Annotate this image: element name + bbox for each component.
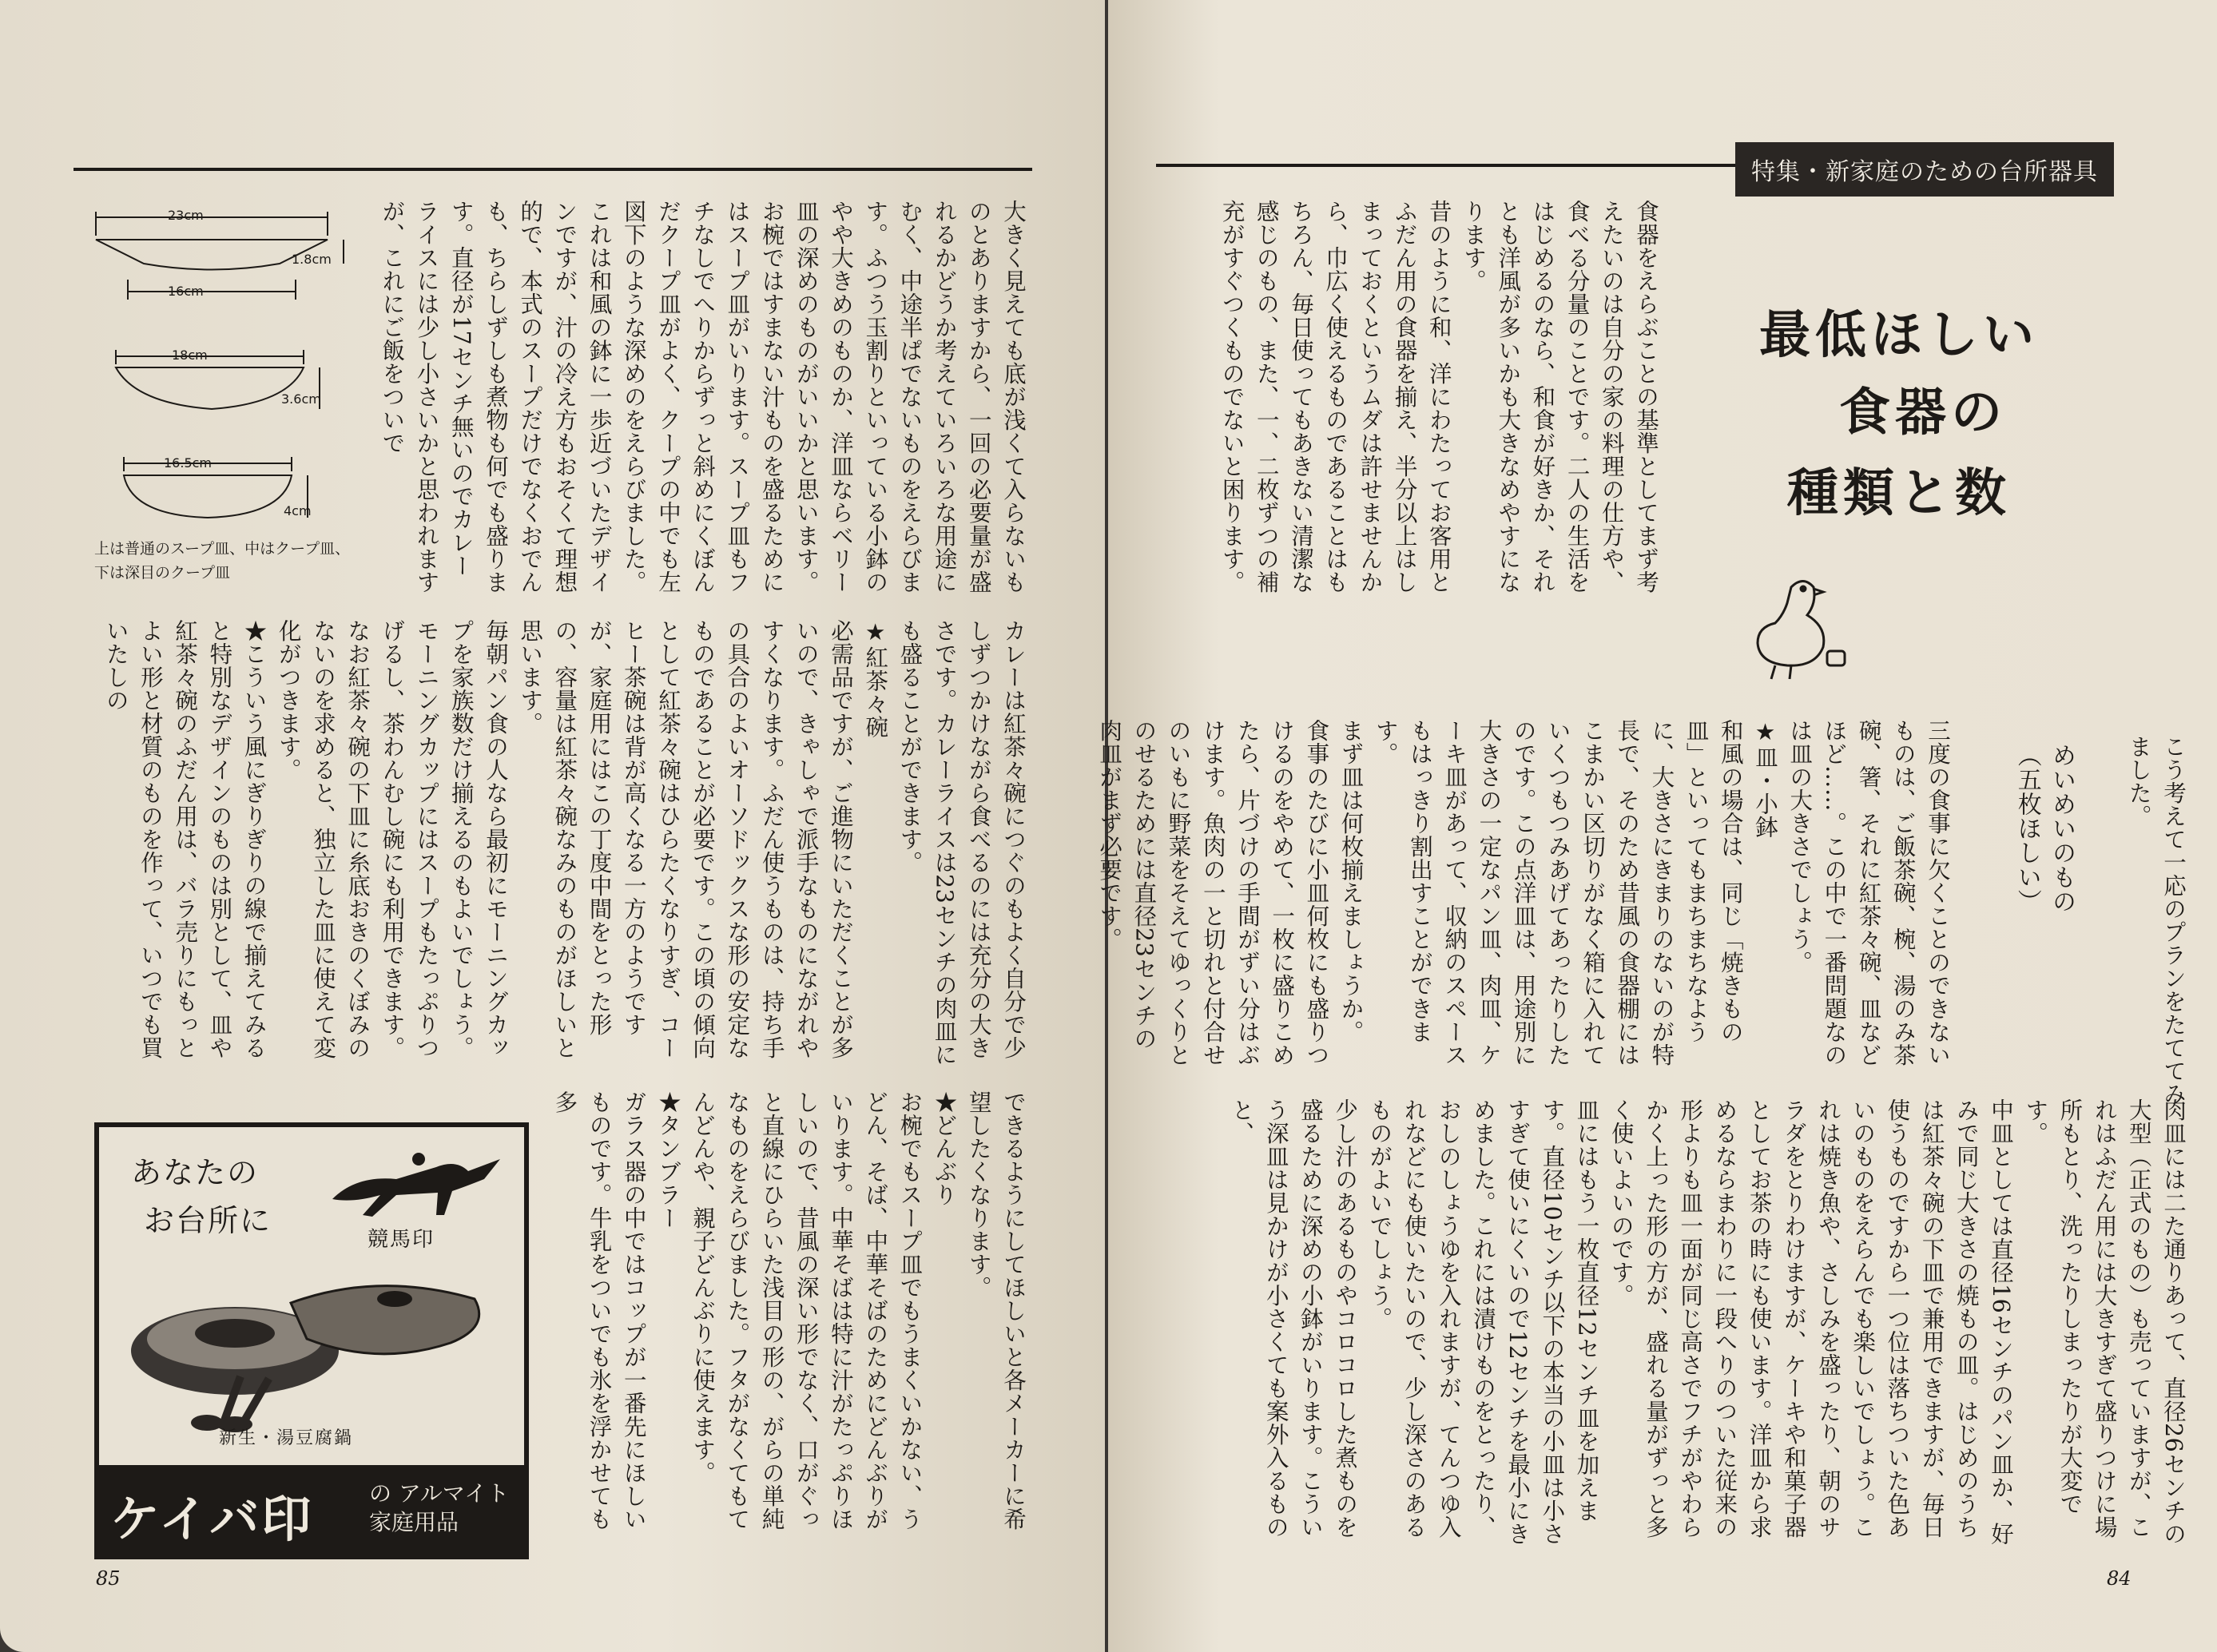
dim-16cm: 16cm (168, 284, 204, 299)
section-header-badge: 特集・新家庭のための台所器具 (1735, 142, 2114, 197)
pot-illustration (115, 1255, 499, 1439)
right-plan-note: こう考えて一応のプランをたててみました。 (2125, 735, 2187, 1106)
dim-18cm: 18cm (172, 347, 208, 363)
advertisement (94, 1122, 529, 1559)
right-body-upper: 三度の食事に欠くことのできないものは、ご飯茶碗、椀、湯のみ茶碗、箸、それに紅茶々碗、皿などほど……。この中で一番問題なのは皿の大きさでしょう。 ★皿・小鉢 和風の場合は、同じ「焼きもの皿」といってもまちまちなように、大きさにきまりのないのが特長で、そのため昔風の食器棚にはこまかい区切りがなく箱に入れていくつもつみあげてあったりしたのです。この点洋皿は、用途別に大きさの一定なパン皿、肉皿、ケーキ皿があって、収納のスペースもはっきり割出すことができます。 まず皿は何枚揃えましょうか。 食事のたびに小皿何枚にも盛りつけるのをやめて、一枚に盛りこめたら、片づけの手間がずい分はぶけます。魚肉の一と切れと付合せのいもに野菜をそえてゆっくりとのせるためには直径23センチの肉皿がまず必要です。 (1096, 719, 1951, 1066)
figure-caption: 上は普通のスープ皿、中はクープ皿、下は深目のクープ皿 (94, 540, 351, 582)
left-body-mid: カレーは紅茶々碗につぐのもよく自分で少しずつかけながら食べるのには充分の大きさです。カレーライスは23センチの肉皿にも盛ることができます。 ★紅茶々碗 必需品ですが、ご進物にいただくことが多いので、きゃしゃで派手なものにながれやすくなります。ふだん使うものは、持ち手の具合のよいオーソドックスな形の安定なものであることが必要です。この頃の傾向として紅茶々碗はひらたくなりすぎ、コーヒー茶碗は背が高くなる一方のようですが、家庭用にはこの丁度中間をとった形の、容量は紅茶々碗なみのものがほしいと思います。 毎朝パン食の人なら最初にモーニングカップを家族数だけ揃えるのもよいでしょう。モーニングカップにはスープもたっぷりつげるし、茶わんむし碗にも利用できます。 なお紅茶々碗の下皿に糸底おきのくぼみのないのを求めると、独立した皿に使えて変化がつきます。 ★こういう風にぎりぎりの線で揃えてみると特別なデザインのものは別として、皿や紅茶々碗のふだん用は、バラ売りにもっとよい形と材質のものを作って、いつでも買いたしの (102, 619, 1027, 1066)
title-line-1: 最低ほしい (1759, 306, 2039, 365)
right-body-lower: 肉皿には二た通りあって、直径26センチの大型（正式のもの）も売っていますが、これはふだん用には大きすぎて盛りつけに場所もとり、洗ったりしまったりが大変です。 中皿としては直径16センチのパン皿か、好みで同じ大きさの焼もの皿。はじめのうちは紅茶々碗の下皿で兼用できますが、毎日使うものですから一つ位は落ちついた色あいのものをえらんでも楽しいでしょう。これは焼き魚や、さしみを盛ったり、朝のサラダをとりわけますが、ケーキや和菓子器としてお茶の時にも使います。洋皿から求めるならまわりに一段へりのついた従来の形よりも皿一面が同じ高さでフチがやわらかく上った形の方が、盛れる量がずっと多く使いよいのです。 皿にはもう一枚直径12センチ皿を加えます。直径10センチ以下の本当の小皿は小さすぎて使いにくいので12センチを最小にきめました。これには漬けものをとったり、おしのしょうゆを入れますが、てんつゆ入れなどにも使いたいので、少し深さのあるものがよいでしょう。 少し汁のあるものやコロコロした煮ものを盛るために深めの小鉢がいります。こういう深皿は見かけが小さくても案外入るものと、 (1228, 1098, 2187, 1546)
chick-illustration (1743, 571, 1847, 683)
ad-line-1: あなたの (131, 1155, 260, 1190)
top-rule-left (74, 168, 1032, 171)
horse-jockey-logo (324, 1143, 508, 1223)
plate-2-outline (116, 367, 304, 409)
ad-brand-bar (99, 1465, 524, 1555)
ad-brand: ケイバ印 (110, 1490, 314, 1548)
dim-16-5cm: 16.5cm (164, 455, 213, 471)
page-number-left: 85 (96, 1567, 121, 1590)
ad-tagline: の アルマイト 家庭用品 (369, 1480, 510, 1535)
title-line-3: 種類と数 (1787, 464, 2011, 523)
ad-mark-label: 競馬印 (368, 1228, 435, 1252)
right-subhead: めいめいのもの （五枚ほしい） (2012, 743, 2076, 914)
page-number-right: 84 (2107, 1567, 2132, 1590)
title-line-2: 食器の (1839, 383, 2007, 443)
dim-23cm: 23cm (168, 208, 204, 223)
plate-3-outline (124, 475, 292, 518)
dim-4cm: 4cm (284, 503, 312, 518)
right-page (1096, 0, 2217, 1652)
right-intro: 食器をえらぶことの基準としてまず考えたいのは自分の家の料理の仕方や、食べる分量のことです。二人の生活をはじめるのなら、和食が好きか、それとも洋風が多いかも大きなめやすになります。 昔のように和、洋にわたってお客用とふだん用の食器を揃え、半分以上はしまっておくというムダは許せませんから、巾広く使えるものであることはもちろん、毎日使ってもあきない清潔な感じのもの、また、一、二枚ずつの補充がすぐつくものでないと困ります。 (1218, 200, 1659, 594)
dim-1-8cm: 1.8cm (292, 252, 332, 267)
ad-product: 新生・湯豆腐鍋 (219, 1428, 354, 1448)
left-body-lower: できるようにしてほしいと各メーカーに希望したくなります。 ★どんぶり お椀でもスープ皿でもうまくいかない、うどん、そば、中華そばのためにどんぶりがいります。中華そばは特に汁がたっぷりほしいので、昔風の深い形でなく、口がぐっと直線にひらいた浅目の形の、がらの単純なものをえらびました。フタがなくてもてんどんや、親子どんぶりに使えます。 ★タンブラー ガラス器の中ではコップが一番先にほしいものです。牛乳をついでも氷を浮かせても多 (551, 1090, 1027, 1531)
left-body-upper: 大きく見えても底が浅くて入らないものとありますから、一回の必要量が盛れるかどうか考えていろいろな用途にむく、中途半ぱでないものをえらびます。ふつう玉割りといっている小鉢のやや大きめのものか、洋皿ならベリー皿の深めのものがいいかと思います。 お椀ではすまない汁ものを盛るためにはスープ皿がいります。スープ皿もフチなしでへりからずっと斜めにくぼんだクープ皿がよく、クープの中でも左図下のような深めのをえらびました。これは和風の鉢に一歩近づいたデザインですが、汁の冷え方もおそくて理想的で、本式のスープだけでなくおでんも、ちらしずしも煮物も何でも盛ります。直径が17センチ無いのでカレーライスには少し小さいかと思われますが、これにご飯をついで (379, 200, 1027, 594)
dim-3-6cm: 3.6cm (281, 391, 321, 407)
ad-line-2: お台所に (144, 1203, 272, 1238)
left-page (0, 0, 1105, 1652)
